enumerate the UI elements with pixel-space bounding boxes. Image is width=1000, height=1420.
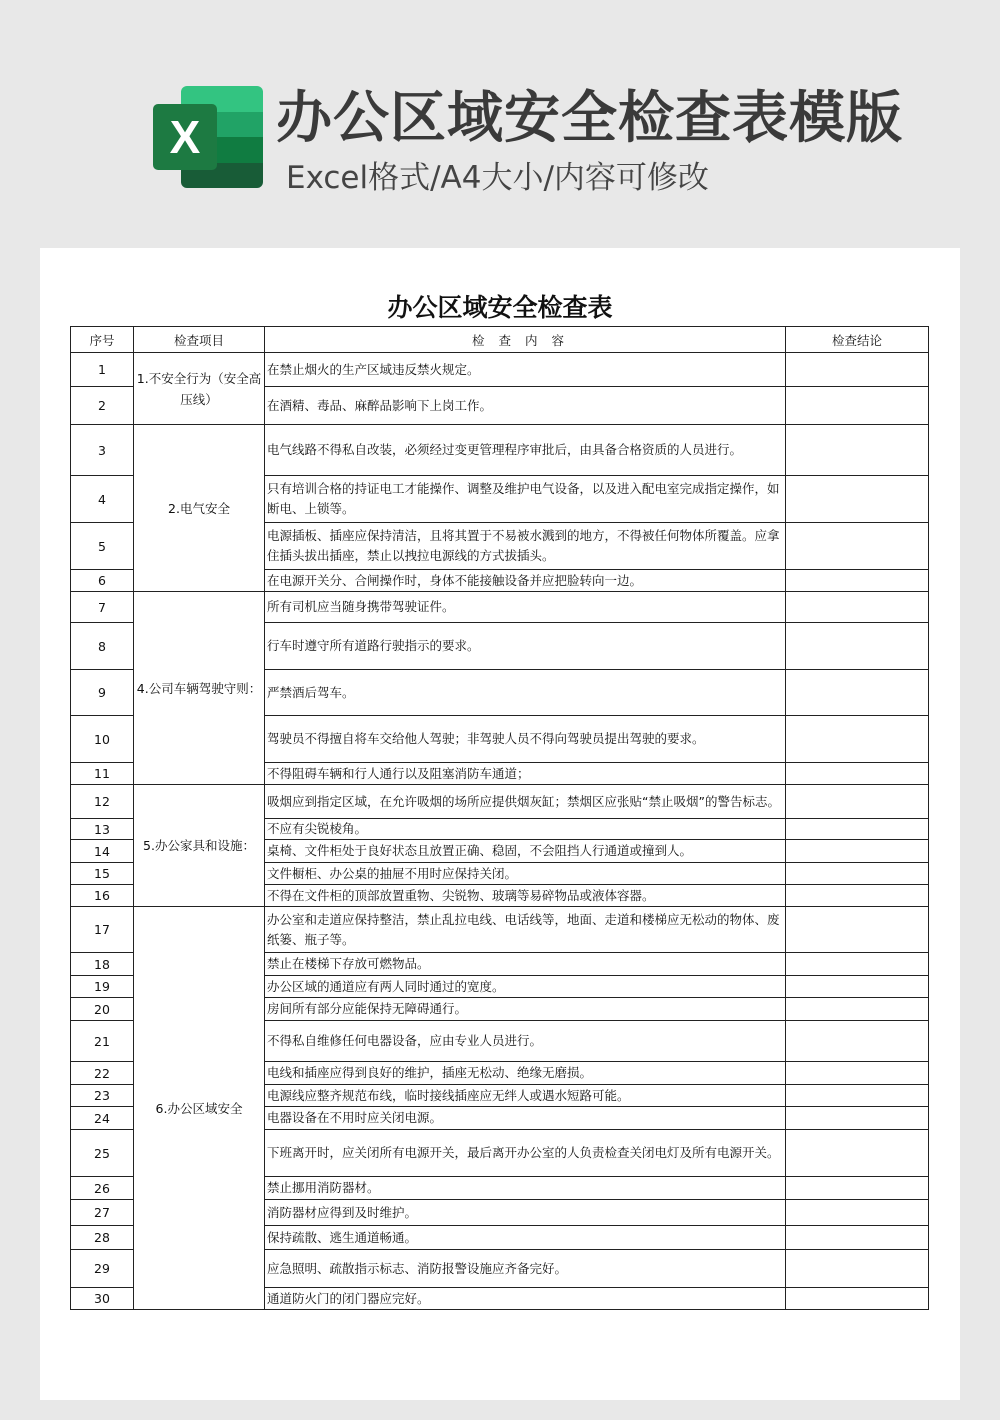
row-number: 13 xyxy=(71,819,134,840)
content-cell: 文件橱柜、办公桌的抽屉不用时应保持关闭。 xyxy=(265,863,786,885)
content-cell: 电源插板、插座应保持清洁，且将其置于不易被水溅到的地方，不得被任何物体所覆盖。应拿住插头拔出插座，禁止以拽拉电源线的方式拔插头。 xyxy=(265,523,786,570)
content-cell: 禁止挪用消防器材。 xyxy=(265,1177,786,1200)
row-number: 11 xyxy=(71,763,134,785)
row-number: 22 xyxy=(71,1062,134,1085)
content-cell: 只有培训合格的持证电工才能操作、调整及维护电气设备，以及进入配电室完成指定操作，如断电、上锁等。 xyxy=(265,476,786,523)
table-row xyxy=(71,425,929,476)
result-cell[interactable] xyxy=(786,1021,929,1062)
result-cell[interactable] xyxy=(786,976,929,998)
result-cell[interactable] xyxy=(786,785,929,819)
content-cell: 电线和插座应得到良好的维护，插座无松动、绝缘无磨损。 xyxy=(265,1062,786,1085)
result-cell[interactable] xyxy=(786,716,929,763)
category-cell: 4.公司车辆驾驶守则： xyxy=(134,592,265,785)
banner-subtitle: Excel格式/A4大小/内容可修改 xyxy=(286,160,709,196)
result-cell[interactable] xyxy=(786,1107,929,1130)
result-cell[interactable] xyxy=(786,1177,929,1200)
content-cell: 电器设备在不用时应关闭电源。 xyxy=(265,1107,786,1130)
row-number: 18 xyxy=(71,953,134,976)
content-cell: 禁止在楼梯下存放可燃物品。 xyxy=(265,953,786,976)
table-header-row xyxy=(71,327,929,353)
result-cell[interactable] xyxy=(786,1200,929,1226)
content-cell: 驾驶员不得擅自将车交给他人驾驶；非驾驶人员不得向驾驶员提出驾驶的要求。 xyxy=(265,716,786,763)
result-cell[interactable] xyxy=(786,1250,929,1288)
row-number: 4 xyxy=(71,476,134,523)
result-cell[interactable] xyxy=(786,1130,929,1177)
content-cell: 不得在文件柜的顶部放置重物、尖锐物、玻璃等易碎物品或液体容器。 xyxy=(265,885,786,907)
result-cell[interactable] xyxy=(786,476,929,523)
excel-icon-letter: X xyxy=(153,104,217,170)
row-number: 8 xyxy=(71,623,134,670)
row-number: 23 xyxy=(71,1085,134,1107)
document-title: 办公区域安全检查表 xyxy=(387,293,613,322)
content-cell: 桌椅、文件柜处于良好状态且放置正确、稳固，不会阻挡人行通道或撞到人。 xyxy=(265,840,786,863)
row-number: 10 xyxy=(71,716,134,763)
table-body xyxy=(71,353,929,1310)
content-cell: 消防器材应得到及时维护。 xyxy=(265,1200,786,1226)
table-row xyxy=(71,592,929,623)
content-cell: 在禁止烟火的生产区域违反禁火规定。 xyxy=(265,353,786,387)
result-cell[interactable] xyxy=(786,1288,929,1310)
content-cell: 办公区域的通道应有两人同时通过的宽度。 xyxy=(265,976,786,998)
header-result: 检查结论 xyxy=(786,327,929,353)
row-number: 7 xyxy=(71,592,134,623)
category-cell: 1.不安全行为（安全高压线） xyxy=(134,353,265,425)
result-cell[interactable] xyxy=(786,592,929,623)
row-number: 28 xyxy=(71,1226,134,1250)
header-no: 序号 xyxy=(71,327,134,353)
excel-icon xyxy=(153,86,263,188)
row-number: 15 xyxy=(71,863,134,885)
content-cell: 在酒精、毒品、麻醉品影响下上岗工作。 xyxy=(265,387,786,425)
row-number: 17 xyxy=(71,907,134,953)
content-cell: 吸烟应到指定区域，在允许吸烟的场所应提供烟灰缸；禁烟区应张贴“禁止吸烟”的警告标志。 xyxy=(265,785,786,819)
banner-title: 办公区域安全检查表模版 xyxy=(276,86,903,151)
result-cell[interactable] xyxy=(786,623,929,670)
result-cell[interactable] xyxy=(786,863,929,885)
table-row xyxy=(71,785,929,819)
row-number: 9 xyxy=(71,670,134,716)
result-cell[interactable] xyxy=(786,425,929,476)
row-number: 29 xyxy=(71,1250,134,1288)
row-number: 26 xyxy=(71,1177,134,1200)
inspection-table xyxy=(70,326,929,1310)
content-cell: 在电源开关分、合闸操作时，身体不能接触设备并应把脸转向一边。 xyxy=(265,570,786,592)
content-cell: 不得阻碍车辆和行人通行以及阻塞消防车通道； xyxy=(265,763,786,785)
row-number: 14 xyxy=(71,840,134,863)
content-cell: 不得私自维修任何电器设备，应由专业人员进行。 xyxy=(265,1021,786,1062)
row-number: 19 xyxy=(71,976,134,998)
category-cell: 6.办公区域安全 xyxy=(134,907,265,1310)
content-cell: 行车时遵守所有道路行驶指示的要求。 xyxy=(265,623,786,670)
content-cell: 通道防火门的闭门器应完好。 xyxy=(265,1288,786,1310)
header-item: 检查项目 xyxy=(134,327,265,353)
row-number: 20 xyxy=(71,998,134,1021)
table-row xyxy=(71,907,929,953)
row-number: 21 xyxy=(71,1021,134,1062)
row-number: 16 xyxy=(71,885,134,907)
result-cell[interactable] xyxy=(786,523,929,570)
row-number: 6 xyxy=(71,570,134,592)
content-cell: 保持疏散、逃生通道畅通。 xyxy=(265,1226,786,1250)
row-number: 30 xyxy=(71,1288,134,1310)
template-banner xyxy=(0,0,1000,248)
header-content: 检查内容 xyxy=(265,327,786,353)
row-number: 24 xyxy=(71,1107,134,1130)
content-cell: 所有司机应当随身携带驾驶证件。 xyxy=(265,592,786,623)
content-cell: 房间所有部分应能保持无障碍通行。 xyxy=(265,998,786,1021)
result-cell[interactable] xyxy=(786,1085,929,1107)
content-cell: 下班离开时，应关闭所有电源开关，最后离开办公室的人负责检查关闭电灯及所有电源开关。 xyxy=(265,1130,786,1177)
result-cell[interactable] xyxy=(786,885,929,907)
content-cell: 电源线应整齐规范布线，临时接线插座应无绊人或遇水短路可能。 xyxy=(265,1085,786,1107)
row-number: 5 xyxy=(71,523,134,570)
result-cell[interactable] xyxy=(786,1226,929,1250)
row-number: 1 xyxy=(71,353,134,387)
row-number: 2 xyxy=(71,387,134,425)
result-cell[interactable] xyxy=(786,840,929,863)
result-cell[interactable] xyxy=(786,763,929,785)
row-number: 12 xyxy=(71,785,134,819)
result-cell[interactable] xyxy=(786,907,929,953)
content-cell: 电气线路不得私自改装，必须经过变更管理程序审批后，由具备合格资质的人员进行。 xyxy=(265,425,786,476)
result-cell[interactable] xyxy=(786,1062,929,1085)
result-cell[interactable] xyxy=(786,570,929,592)
category-cell: 5.办公家具和设施： xyxy=(134,785,265,907)
result-cell[interactable] xyxy=(786,953,929,976)
result-cell[interactable] xyxy=(786,819,929,840)
content-cell: 应急照明、疏散指示标志、消防报警设施应齐备完好。 xyxy=(265,1250,786,1288)
result-cell[interactable] xyxy=(786,998,929,1021)
row-number: 3 xyxy=(71,425,134,476)
content-cell: 严禁酒后驾车。 xyxy=(265,670,786,716)
table-row xyxy=(71,353,929,387)
content-cell: 办公室和走道应保持整洁，禁止乱拉电线、电话线等，地面、走道和楼梯应无松动的物体、废纸篓、瓶子等。 xyxy=(265,907,786,953)
content-cell: 不应有尖锐棱角。 xyxy=(265,819,786,840)
row-number: 25 xyxy=(71,1130,134,1177)
row-number: 27 xyxy=(71,1200,134,1226)
category-cell: 2.电气安全 xyxy=(134,425,265,592)
result-cell[interactable] xyxy=(786,670,929,716)
result-cell[interactable] xyxy=(786,387,929,425)
document-page xyxy=(40,248,960,1400)
result-cell[interactable] xyxy=(786,353,929,387)
